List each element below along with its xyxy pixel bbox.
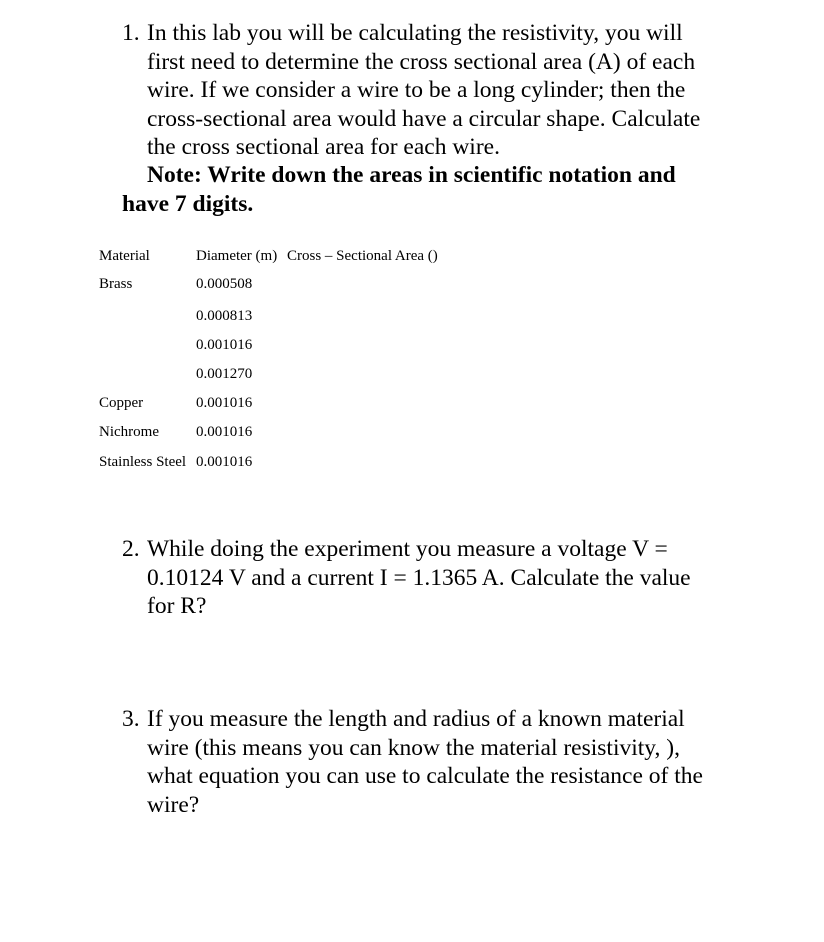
question-1-line: cross-sectional area would have a circular shape. Calculate <box>147 105 701 132</box>
question-1-line: first need to determine the cross sectional area (A) of each <box>147 48 696 75</box>
table-cell-material: Nichrome <box>99 424 159 440</box>
question-3-line: what equation you can use to calculate the resistance of the <box>147 763 703 789</box>
question-2-line: for R? <box>147 593 207 619</box>
table-cell-diameter: 0.000813 <box>196 308 253 324</box>
question-3-number: 3. <box>122 706 140 732</box>
question-2-line: 0.10124 V and a current I = 1.1365 A. Calculate the value <box>147 564 691 591</box>
table-cell-diameter: 0.000508 <box>196 276 253 292</box>
question-2 <box>122 535 787 621</box>
question-3-line: If you measure the length and radius of a known material <box>147 706 685 732</box>
question-1-note: Note: Write down the areas in scientific notation and <box>147 162 676 188</box>
question-2-line: While doing the experiment you measure a voltage V = <box>147 536 668 562</box>
table-cell-diameter: 0.001016 <box>196 454 253 470</box>
table-cell-diameter: 0.001016 <box>196 424 253 440</box>
question-3-line: wire (this means you can know the material resistivity, ), <box>147 734 680 761</box>
question-1-note-continued: have 7 digits. <box>122 191 254 217</box>
table-header-diameter: Diameter (m) <box>196 248 278 264</box>
table-header-material: Material <box>99 248 150 264</box>
question-3-line: wire? <box>147 791 200 818</box>
question-1-line: wire. If we consider a wire to be a long cylinder; then the <box>147 77 686 103</box>
table-cell-diameter: 0.001016 <box>196 395 253 411</box>
table-cell-material: Copper <box>99 395 144 411</box>
table-cell-diameter: 0.001016 <box>196 337 253 353</box>
table-cell-diameter: 0.001270 <box>196 366 253 382</box>
table-cell-material: Stainless Steel <box>99 454 187 470</box>
question-1-number: 1. <box>122 20 140 46</box>
question-3 <box>122 705 787 819</box>
question-1-line: the cross sectional area for each wire. <box>147 134 500 160</box>
table-header-area: Cross – Sectional Area () <box>287 248 438 264</box>
question-2-number: 2. <box>122 536 140 562</box>
question-1-line: In this lab you will be calculating the resistivity, you will <box>147 20 683 46</box>
question-1 <box>122 19 787 162</box>
table-cell-material: Brass <box>99 276 133 292</box>
